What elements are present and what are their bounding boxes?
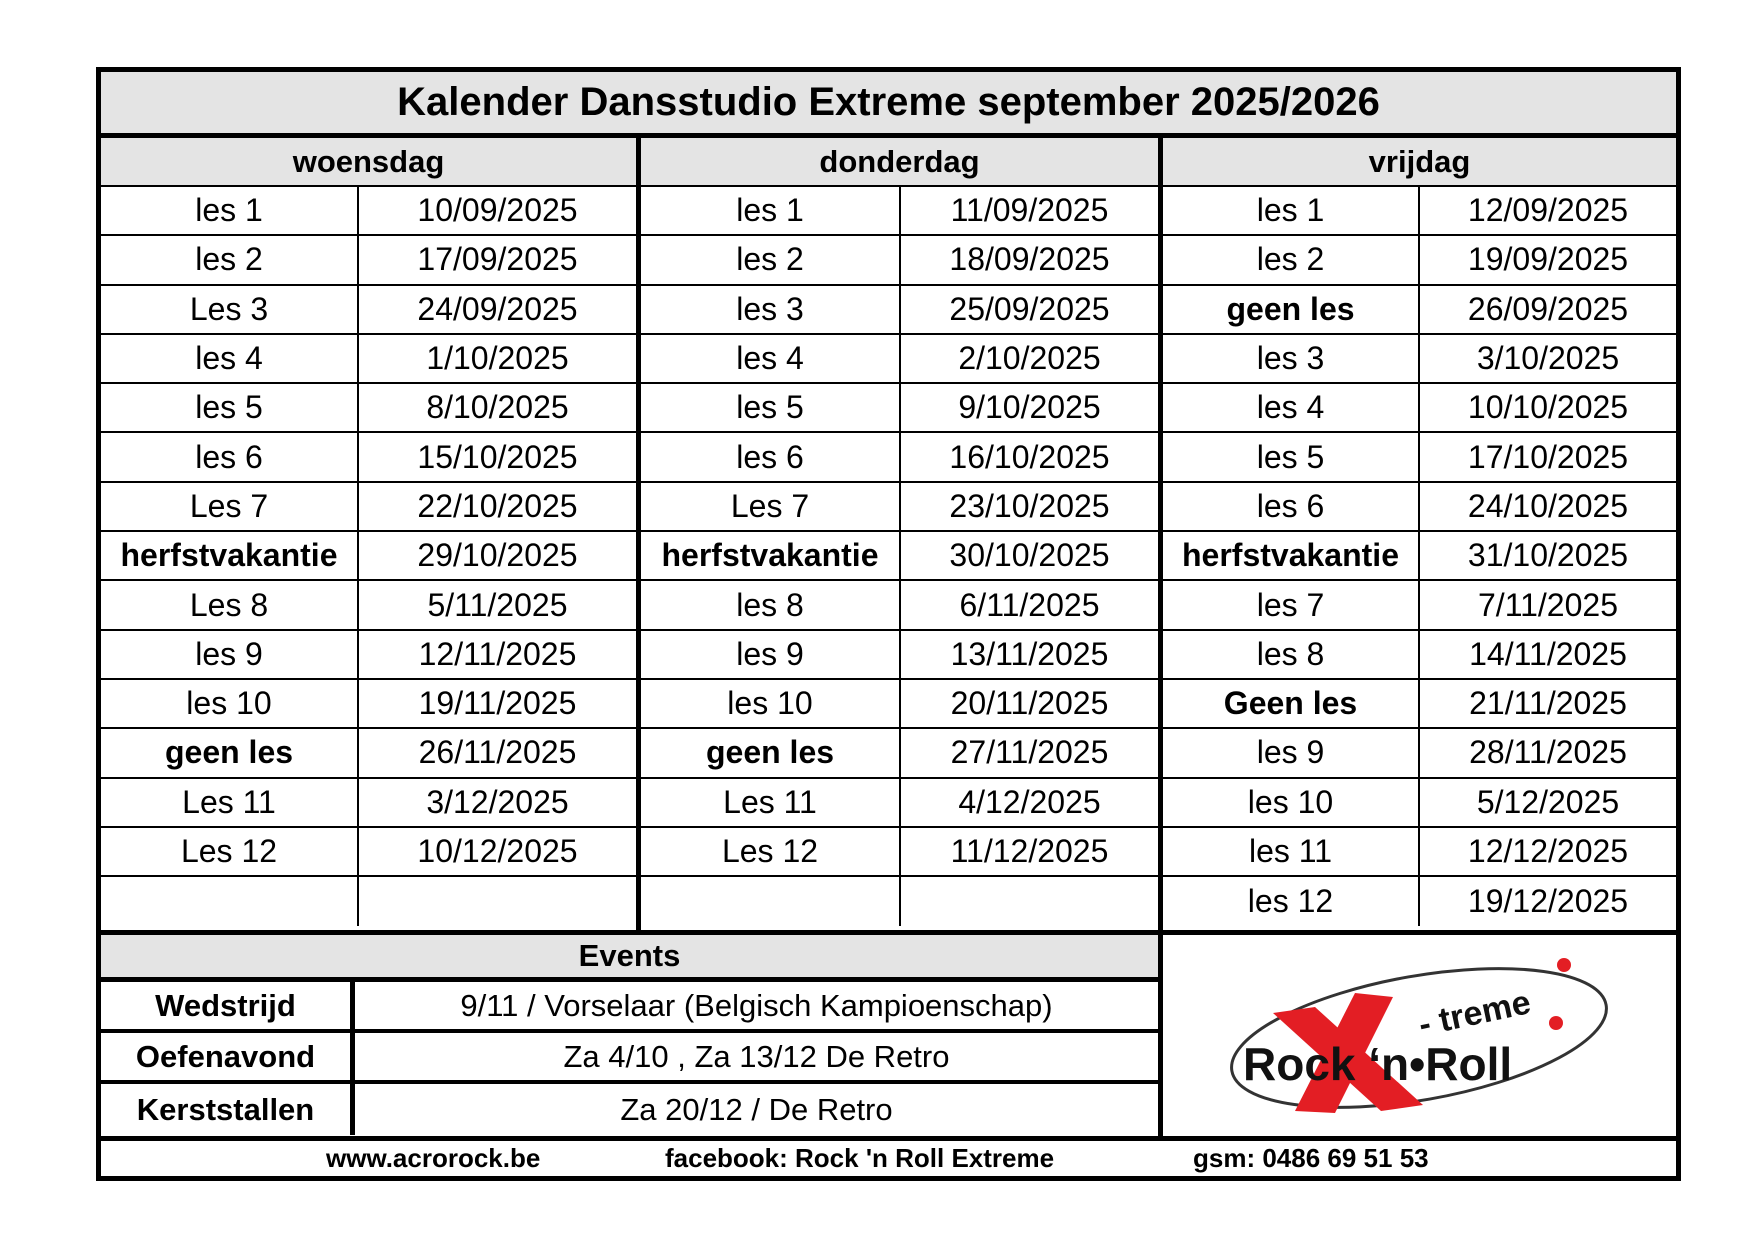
schedule-row [641, 631, 1158, 680]
lesson-date: 5/11/2025 [427, 586, 568, 623]
schedule-row [1163, 631, 1676, 680]
lesson-label: geen les [1163, 286, 1420, 333]
lesson-label: les 4 [1163, 384, 1420, 431]
schedule-row [101, 779, 636, 828]
lesson-label: les 4 [101, 335, 359, 382]
day-header-donderdag: donderdag [641, 138, 1158, 187]
schedule-row [1163, 877, 1676, 926]
event-text: 9/11 / Vorselaar (Belgisch Kampioenschap) [460, 987, 1053, 1023]
schedule-row [1163, 187, 1676, 236]
lesson-date: 29/10/2025 [417, 537, 578, 574]
event-row [101, 1033, 1158, 1084]
schedule-row [101, 483, 636, 532]
lesson-label: Les 3 [101, 286, 359, 333]
lesson-date: 17/10/2025 [1467, 438, 1629, 475]
lesson-date: 23/10/2025 [949, 487, 1110, 524]
logo-dot-mid [1549, 1016, 1563, 1030]
lesson-date: 28/11/2025 [1469, 734, 1627, 771]
donderdag-schedule [641, 138, 1163, 930]
lesson-label: Les 7 [641, 483, 901, 530]
lesson-label: les 5 [1163, 433, 1420, 480]
lesson-label: les 5 [101, 384, 359, 431]
calendar-sheet [96, 67, 1681, 1181]
lesson-date: 10/10/2025 [1467, 389, 1629, 426]
schedule-row [641, 187, 1158, 236]
lesson-label: les 3 [1163, 335, 1420, 382]
lesson-label: les 5 [641, 384, 901, 431]
schedule-row [1163, 828, 1676, 877]
lesson-date: 8/10/2025 [426, 389, 569, 426]
schedule-row [641, 828, 1158, 877]
lesson-label: les 4 [641, 335, 901, 382]
lesson-date: 30/10/2025 [949, 537, 1110, 574]
event-text: Za 20/12 / De Retro [620, 1091, 893, 1127]
schedule-row [1163, 532, 1676, 581]
schedule-row [641, 483, 1158, 532]
schedule-row [1163, 335, 1676, 384]
schedule-row [101, 828, 636, 877]
event-row [101, 982, 1158, 1033]
lesson-label: Les 11 [101, 779, 359, 826]
lesson-label: Les 7 [101, 483, 359, 530]
schedule-row [1163, 680, 1676, 729]
lesson-date: 17/09/2025 [417, 241, 578, 278]
lesson-date: 24/10/2025 [1467, 487, 1629, 524]
day-header-woensdag: woensdag [101, 138, 636, 187]
lesson-date: 7/11/2025 [1478, 586, 1618, 623]
lesson-label: les 10 [101, 680, 359, 727]
lesson-date: 20/11/2025 [950, 685, 1109, 722]
schedule-row [1163, 433, 1676, 482]
schedule-row [641, 779, 1158, 828]
lesson-date: 11/09/2025 [950, 192, 1109, 229]
logo-line2: Rock ‘n•Roll [1243, 1038, 1513, 1090]
lesson-label: les 2 [1163, 236, 1420, 283]
schedule-row [1163, 286, 1676, 335]
event-row [101, 1084, 1158, 1135]
schedule-row [641, 877, 1158, 926]
vrijdag-rows [1163, 187, 1676, 926]
schedule-row [641, 384, 1158, 433]
lesson-date: 19/12/2025 [1467, 883, 1629, 920]
lesson-date: 12/11/2025 [418, 635, 577, 672]
lesson-label: les 10 [1163, 779, 1420, 826]
lesson-date: 31/10/2025 [1467, 537, 1629, 574]
lesson-label: les 12 [1163, 877, 1420, 926]
lesson-label: Les 12 [641, 828, 901, 875]
lesson-label: les 1 [1163, 187, 1420, 234]
schedule-row [101, 877, 636, 926]
lesson-date: 9/10/2025 [958, 389, 1101, 426]
lesson-date: 12/09/2025 [1467, 192, 1629, 229]
lesson-label: herfstvakantie [641, 532, 901, 579]
lesson-label: les 6 [641, 433, 901, 480]
lesson-date: 16/10/2025 [949, 438, 1110, 475]
schedule-row [1163, 779, 1676, 828]
schedule-row [101, 187, 636, 236]
lesson-label: Les 11 [641, 779, 901, 826]
lesson-date: 26/09/2025 [1467, 290, 1629, 327]
events-heading: Events [101, 935, 1158, 982]
lesson-date: 24/09/2025 [417, 290, 578, 327]
lesson-date: 6/11/2025 [959, 586, 1100, 623]
lesson-label: Les 12 [101, 828, 359, 875]
lesson-date: 19/11/2025 [418, 685, 577, 722]
lesson-date: 18/09/2025 [949, 241, 1110, 278]
lesson-date: 25/09/2025 [949, 290, 1110, 327]
lesson-label [641, 877, 901, 926]
logo-dot-top [1557, 958, 1571, 972]
lesson-date: 5/12/2025 [1476, 783, 1620, 820]
vrijdag-schedule [1163, 138, 1676, 930]
lesson-date: 3/10/2025 [1476, 340, 1620, 377]
schedule-row [101, 680, 636, 729]
schedule-row [1163, 236, 1676, 285]
lesson-label: les 1 [101, 187, 359, 234]
schedule-row [1163, 729, 1676, 778]
schedule-row [101, 631, 636, 680]
schedule-row [101, 286, 636, 335]
schedule-row [641, 433, 1158, 482]
lesson-label: les 3 [641, 286, 901, 333]
event-label: Oefenavond [101, 1033, 355, 1080]
woensdag-rows [101, 187, 636, 926]
logo-line1: - treme [1415, 983, 1535, 1044]
lesson-date: 15/10/2025 [417, 438, 578, 475]
lesson-label: les 11 [1163, 828, 1420, 875]
page-title: Kalender Dansstudio Extreme september 2025/2026 [101, 72, 1676, 138]
schedule-row [101, 335, 636, 384]
gsm-text: gsm: 0486 69 51 53 [1193, 1143, 1429, 1173]
lesson-date: 10/09/2025 [417, 192, 578, 229]
events-table [101, 930, 1158, 1136]
lesson-date: 22/10/2025 [417, 487, 578, 524]
lesson-label: les 2 [641, 236, 901, 283]
lesson-label: Les 8 [101, 581, 359, 628]
lesson-label: Geen les [1163, 680, 1420, 727]
lesson-date: 4/12/2025 [958, 783, 1101, 820]
lesson-date: 11/12/2025 [950, 833, 1109, 869]
lesson-date: 21/11/2025 [1469, 685, 1627, 722]
lesson-date [359, 877, 636, 926]
lesson-date: 14/11/2025 [1469, 635, 1627, 672]
lesson-date: 1/10/2025 [426, 340, 569, 377]
lesson-date: 13/11/2025 [950, 635, 1109, 672]
lesson-label: les 8 [1163, 631, 1420, 678]
website-link[interactable]: www.acrorock.be [326, 1143, 541, 1173]
schedule-row [101, 236, 636, 285]
event-text: Za 4/10 , Za 13/12 De Retro [563, 1038, 950, 1074]
schedule-row [1163, 581, 1676, 630]
lesson-label: les 10 [641, 680, 901, 727]
schedule-row [101, 532, 636, 581]
lesson-date: 3/12/2025 [426, 783, 569, 820]
schedule-row [101, 433, 636, 482]
lesson-label: herfstvakantie [1163, 532, 1420, 579]
schedule-row [641, 532, 1158, 581]
lesson-date: 12/12/2025 [1467, 833, 1629, 869]
event-label: Kerststallen [101, 1084, 355, 1135]
logo-box [1158, 930, 1676, 1136]
lesson-date: 27/11/2025 [950, 734, 1109, 771]
event-label: Wedstrijd [101, 982, 355, 1029]
schedule-row [641, 335, 1158, 384]
schedule-row [1163, 483, 1676, 532]
schedule-row [101, 729, 636, 778]
lesson-label: les 9 [1163, 729, 1420, 776]
lesson-label: les 9 [101, 631, 359, 678]
lesson-date: 10/12/2025 [417, 833, 578, 869]
lesson-label: herfstvakantie [101, 532, 359, 579]
donderdag-rows [641, 187, 1158, 926]
footer [101, 1136, 1676, 1176]
lesson-label: les 8 [641, 581, 901, 628]
schedule-row [641, 729, 1158, 778]
schedule-row [641, 286, 1158, 335]
lesson-date: 2/10/2025 [958, 340, 1101, 377]
schedule-row [101, 384, 636, 433]
lesson-label [101, 877, 359, 926]
lesson-date [901, 877, 1158, 926]
lesson-date: 19/09/2025 [1467, 241, 1629, 278]
lesson-label: geen les [101, 729, 359, 776]
lesson-label: les 9 [641, 631, 901, 678]
lesson-label: les 1 [641, 187, 901, 234]
day-header-vrijdag: vrijdag [1163, 138, 1676, 187]
lesson-date: 26/11/2025 [418, 734, 577, 771]
woensdag-schedule [101, 138, 641, 930]
lesson-label: geen les [641, 729, 901, 776]
lesson-label: les 6 [101, 433, 359, 480]
facebook-text: facebook: Rock 'n Roll Extreme [665, 1143, 1055, 1173]
schedule-row [101, 581, 636, 630]
lesson-label: les 7 [1163, 581, 1420, 628]
lesson-label: les 6 [1163, 483, 1420, 530]
schedule-row [641, 236, 1158, 285]
schedule-row [1163, 384, 1676, 433]
lesson-label: les 2 [101, 236, 359, 283]
schedule-row [641, 581, 1158, 630]
rock-n-roll-logo [1163, 935, 1676, 1136]
schedule-row [641, 680, 1158, 729]
